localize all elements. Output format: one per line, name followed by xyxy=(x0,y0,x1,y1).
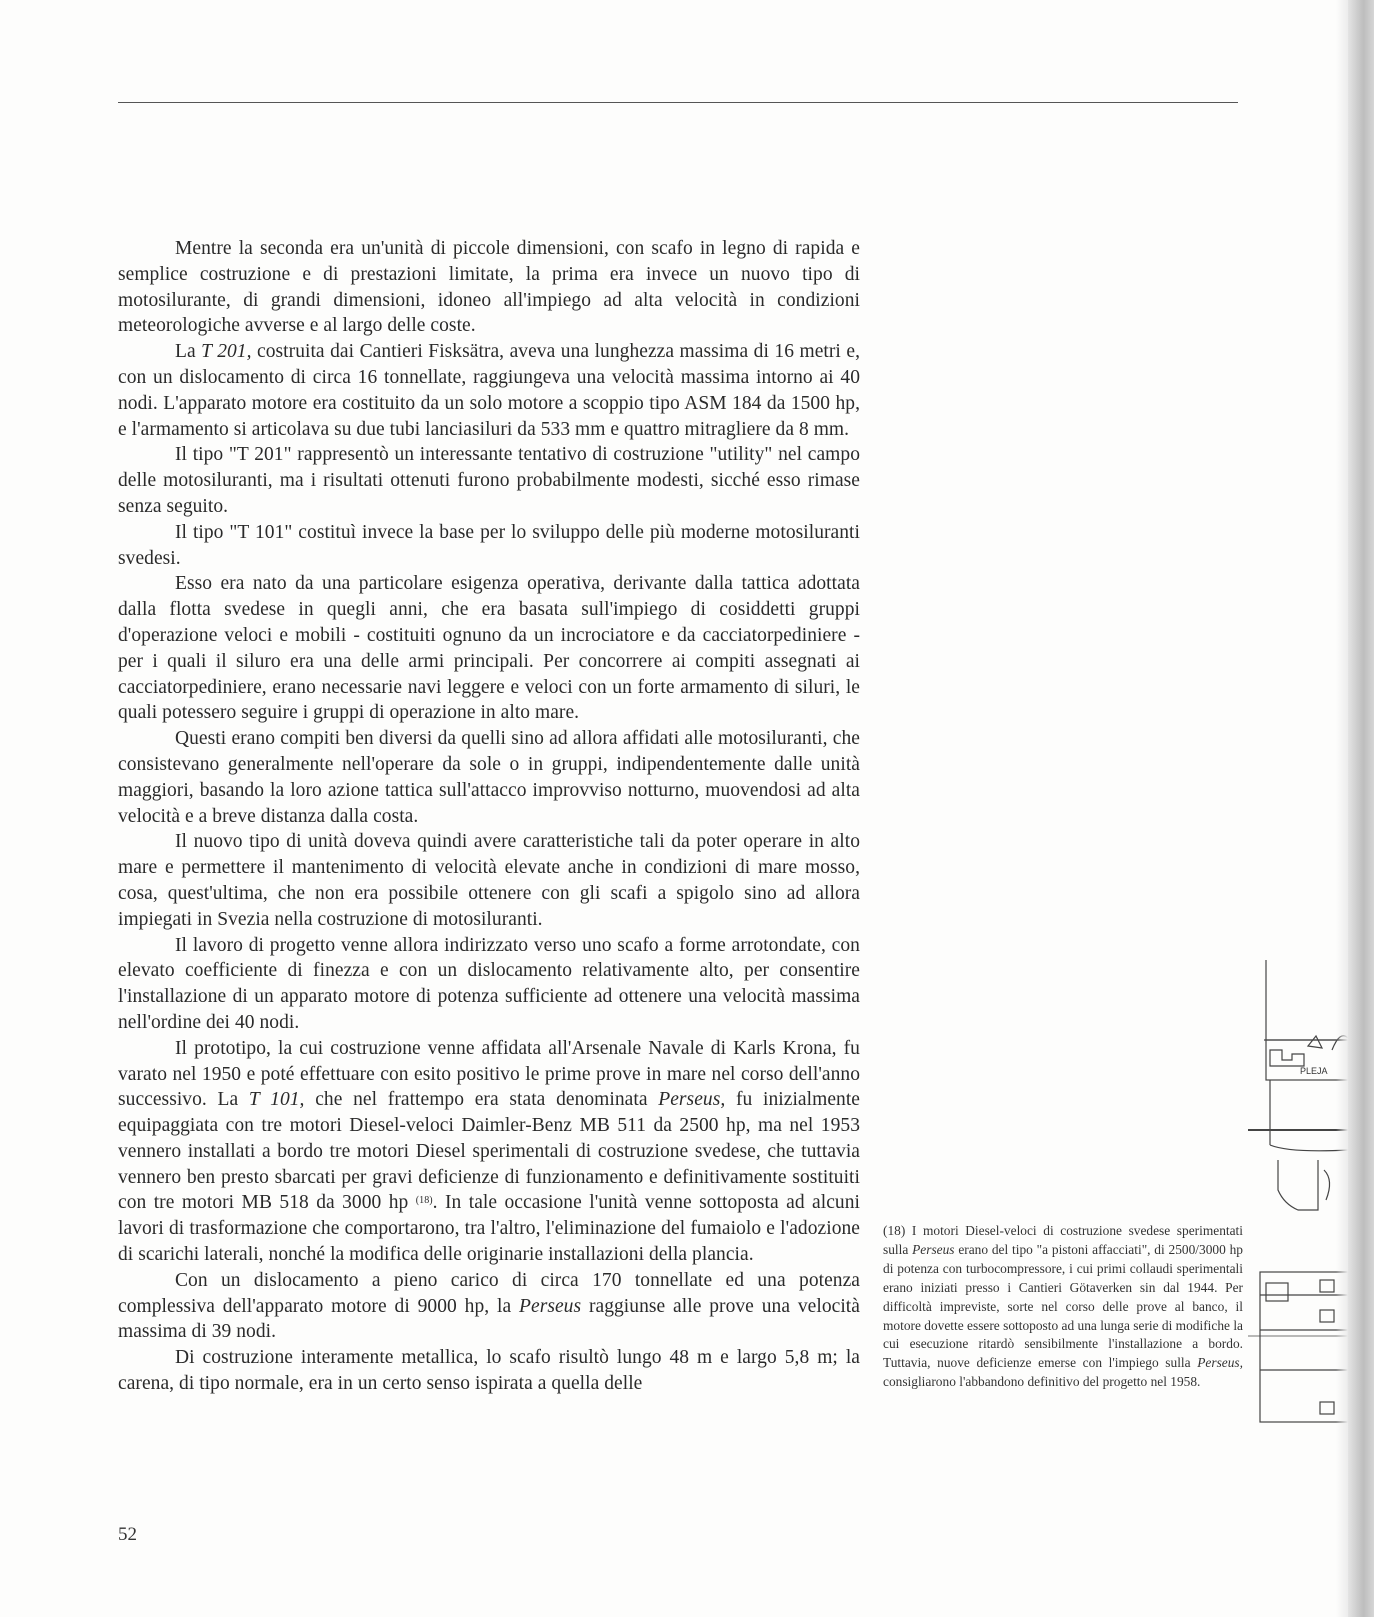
ship-drawing-fragment xyxy=(1248,950,1348,1470)
vessel-name: Perseus xyxy=(519,1295,582,1317)
page-gutter-shadow xyxy=(1336,0,1348,1617)
paragraph: Il tipo "T 101" costituì invece la base per lo sviluppo delle più moderne motosiluranti svedesi. xyxy=(118,521,860,569)
drawing-label: PLEJA xyxy=(1300,1066,1328,1076)
paragraph: Di costruzione interamente metallica, lo scafo risultò lungo 48 m e largo 5,8 m; la carena, di tipo normale, era in un certo senso ispirata a quella delle xyxy=(118,1347,860,1395)
vessel-name: Perseus xyxy=(912,1241,955,1257)
paragraph: Il tipo "T 201" rappresentò un interessante tentativo di costruzione "utility" nel campo delle motosiluranti, ma i risultati ottenuti furono probabilmente modesti, sicché esso rimase senza seguito. xyxy=(118,444,860,517)
footnote-ref: (18) xyxy=(415,1195,433,1207)
body-text xyxy=(118,236,860,1397)
page-number: 52 xyxy=(118,1524,137,1545)
vessel-name: T 201, xyxy=(201,341,252,363)
paragraph: Il lavoro di progetto venne allora indirizzato verso uno scafo a forme arrotondate, con elevato coefficiente di finezza e con un dislocamento relativamente alto, per consentire l'installazione di un apparato motore di potenza sufficiente ad ottenere una velocità massima nell'ordine dei 40 nodi. xyxy=(118,934,860,1033)
header-rule xyxy=(118,102,1238,103)
vessel-name: Perseus, xyxy=(1197,1355,1243,1371)
paragraph: Con un dislocamento a pieno carico di circa 170 tonnellate ed una potenza complessiva dell'apparato motore di 9000 hp, la Perseus raggiunse alle prove una velocità massima di 39 nodi. xyxy=(118,1269,860,1343)
paragraph: Esso era nato da una particolare esigenza operativa, derivante dalla tattica adottata dalla flotta svedese in quegli anni, che era basata sull'impiego di cosiddetti gruppi d'operazione veloci e mobili - costituiti ognuno da un incrociatore e da cacciatorpediniere - per i quali il siluro era una delle armi principali. Per concorrere ai compiti assegnati ai cacciatorpediniere, erano necessarie navi leggere e veloci con un forte armamento di siluri, le quali potessero seguire i gruppi di operazione in alto mare. xyxy=(118,573,860,724)
paragraph: Mentre la seconda era un'unità di piccole dimensioni, con scafo in legno di rapida e semplice costruzione e di prestazioni limitate, la prima era invece un nuovo tipo di motosilurante, di grandi dimensioni, idoneo all'impiego ad alta velocità in condizioni meteorologiche avverse e al largo delle coste. xyxy=(118,238,860,337)
paragraph: Il nuovo tipo di unità doveva quindi avere caratteristiche tali da poter operare in alto mare e permettere il mantenimento di velocità elevate anche in condizioni di mare mosso, cosa, quest'ultima, che non era possibile ottenere con gli scafi a spigolo sino ad allora impiegati in Svezia nella costruzione di motosiluranti. xyxy=(118,831,860,930)
paragraph: Questi erano compiti ben diversi da quelli sino ad allora affidati alle motosiluranti, che consistevano generalmente nell'operare da sole o in gruppi, indipendentemente dalle unità maggiori, basando la loro azione tattica sull'attacco improvviso notturno, muovendosi ad alta velocità e a breve distanza dalla costa. xyxy=(118,728,860,827)
vessel-name: Perseus, xyxy=(658,1089,726,1111)
footnote: (18) I motori Diesel-veloci di costruzione svedese sperimentati sulla Perseus erano del tipo "a pistoni affacciati", di 2500/3000 hp di potenza con turbocompressore, i cui primi collaudi sperimentali erano iniziati presso i Cantieri Götaverken sin dal 1944. Per difficoltà impreviste, sorte nel corso delle prove al banco, il motore dovette essere sottoposto ad una lunga serie di modifiche la cui esecuzione ritardò sensibilmente l'installazione a bordo. Tuttavia, nuove deficienze emerse con l'impiego sulla Perseus, consigliarono l'abbandono definitivo del progetto nel 1958. xyxy=(883,1223,1244,1390)
vessel-name: T 101, xyxy=(248,1089,305,1111)
paragraph: La T 201, costruita dai Cantieri Fisksätra, aveva una lunghezza massima di 16 metri e, con un dislocamento di circa 16 tonnellate, raggiungeva una velocità massima intorno ai 40 nodi. L'apparato motore era costituito da un solo motore a scoppio tipo ASM 184 da 1500 hp, e l'armamento si articolava su due tubi lanciasiluri da 533 mm e quattro mitragliere da 8 mm. xyxy=(118,341,861,440)
paragraph: Il prototipo, la cui costruzione venne affidata all'Arsenale Navale di Karls Krona, fu varato nel 1950 e poté effettuare con esito positivo le prime prove in mare nel corso dell'anno successivo. La T 101, che nel frattempo era stata denominata Perseus, fu inizialmente equipaggiata con tre motori Diesel-veloci Daimler-Benz MB 511 da 2500 hp, ma nel 1953 vennero installati a bordo tre motori Diesel sperimentali di costruzione svedese, che tuttavia vennero ben presto sbarcati per gravi deficienze di funzionamento e definitivamente sostituiti con tre motori MB 518 da 3000 hp $^{(18)}$. In tale occasione l'unità venne sottoposta ad alcuni lavori di trasformazione che comportarono, tra l'altro, l'eliminazione del fumaiolo e l'adozione di scarichi laterali, nonché la modifica delle originarie installazioni della plancia. xyxy=(118,1037,860,1266)
page-gutter xyxy=(1348,0,1374,1617)
